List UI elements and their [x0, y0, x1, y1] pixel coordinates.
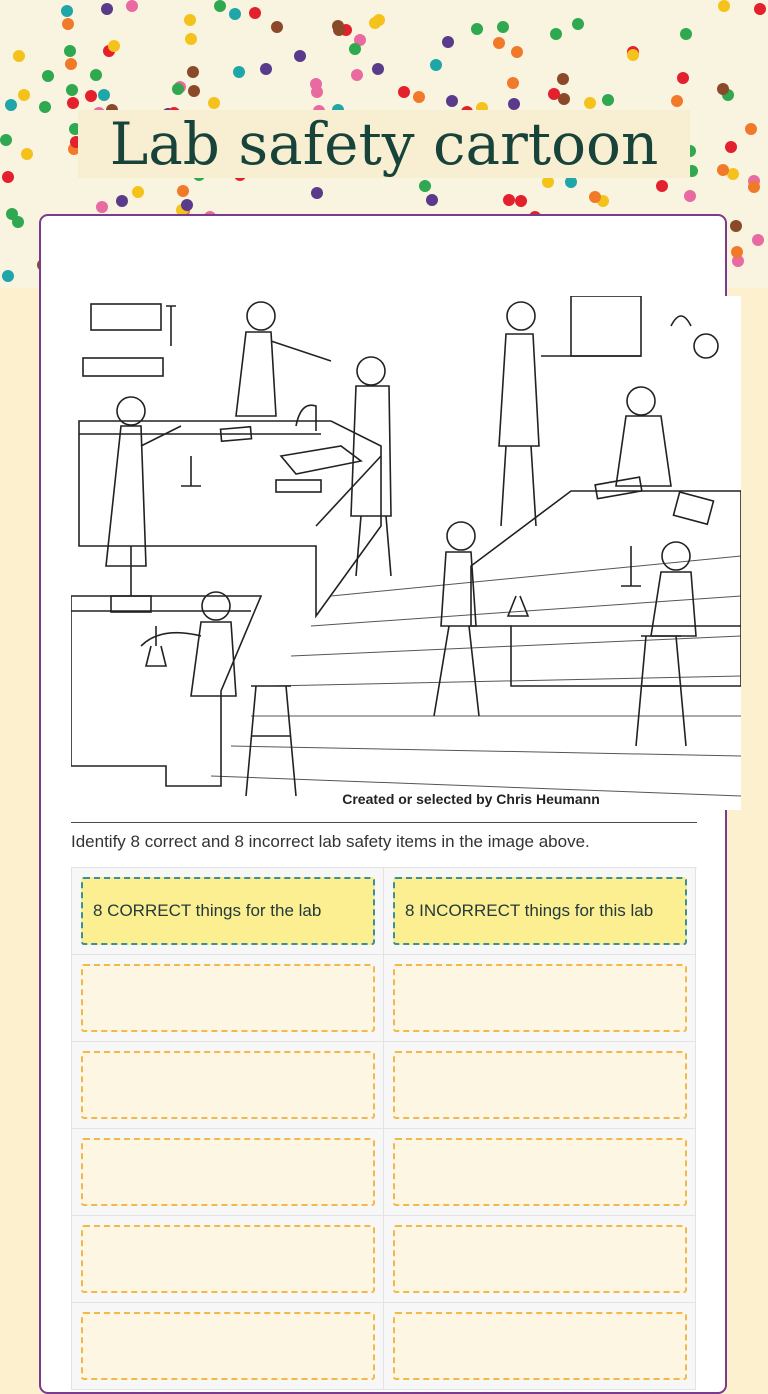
correct-answer-input-4[interactable] — [81, 1225, 375, 1293]
correct-answer-input-3[interactable] — [81, 1138, 375, 1206]
table-cell — [384, 1216, 696, 1303]
confetti-dot — [65, 58, 77, 70]
confetti-dot — [96, 201, 108, 213]
confetti-dot — [497, 21, 509, 33]
confetti-dot — [21, 148, 33, 160]
lab-cartoon-image — [71, 296, 741, 810]
table-row — [72, 1129, 697, 1216]
incorrect-answer-input-3[interactable] — [393, 1138, 687, 1206]
confetti-dot — [18, 89, 30, 101]
confetti-dot — [557, 73, 569, 85]
confetti-dot — [62, 18, 74, 30]
confetti-dot — [548, 88, 560, 100]
confetti-dot — [730, 220, 742, 232]
table-cell — [384, 868, 696, 955]
confetti-dot — [754, 3, 766, 15]
confetti-dot — [515, 195, 527, 207]
confetti-dot — [507, 77, 519, 89]
incorrect-answer-input-5[interactable] — [393, 1312, 687, 1380]
page-title: Lab safety cartoon — [109, 110, 659, 178]
confetti-dot — [419, 180, 431, 192]
table-cell — [72, 1129, 384, 1216]
confetti-dot — [745, 123, 757, 135]
confetti-dot — [5, 99, 17, 111]
confetti-dot — [503, 194, 515, 206]
confetti-dot — [185, 33, 197, 45]
confetti-dot — [602, 94, 614, 106]
table-cell — [384, 1303, 696, 1390]
confetti-dot — [752, 234, 764, 246]
confetti-dot — [12, 216, 24, 228]
confetti-dot — [717, 164, 729, 176]
table-cell — [72, 1042, 384, 1129]
confetti-dot — [187, 66, 199, 78]
confetti-dot — [550, 28, 562, 40]
confetti-dot — [589, 191, 601, 203]
correct-column-header: 8 CORRECT things for the lab — [81, 877, 375, 945]
incorrect-column-header: 8 INCORRECT things for this lab — [393, 877, 687, 945]
confetti-dot — [184, 14, 196, 26]
confetti-dot — [85, 90, 97, 102]
confetti-dot — [64, 45, 76, 57]
confetti-dot — [101, 3, 113, 15]
confetti-dot — [671, 95, 683, 107]
confetti-dot — [39, 101, 51, 113]
confetti-dot — [90, 69, 102, 81]
confetti-dot — [369, 17, 381, 29]
confetti-dot — [42, 70, 54, 82]
confetti-dot — [61, 5, 73, 17]
confetti-dot — [311, 86, 323, 98]
confetti-dot — [271, 21, 283, 33]
confetti-dot — [294, 50, 306, 62]
confetti-dot — [349, 43, 361, 55]
confetti-dot — [748, 181, 760, 193]
answer-table — [71, 867, 697, 1390]
table-cell — [72, 1303, 384, 1390]
confetti-dot — [446, 95, 458, 107]
table-row — [72, 1216, 697, 1303]
confetti-dot — [13, 50, 25, 62]
confetti-dot — [132, 186, 144, 198]
confetti-dot — [717, 83, 729, 95]
correct-answer-input-2[interactable] — [81, 1051, 375, 1119]
confetti-dot — [430, 59, 442, 71]
incorrect-answer-input-1[interactable] — [393, 964, 687, 1032]
confetti-dot — [181, 199, 193, 211]
confetti-dot — [126, 0, 138, 12]
table-cell — [72, 1216, 384, 1303]
confetti-dot — [0, 134, 12, 146]
confetti-dot — [731, 246, 743, 258]
table-row — [72, 955, 697, 1042]
confetti-dot — [208, 97, 220, 109]
confetti-dot — [725, 141, 737, 153]
correct-answer-input-5[interactable] — [81, 1312, 375, 1380]
confetti-dot — [229, 8, 241, 20]
table-header-row — [72, 868, 697, 955]
image-caption: Created or selected by Chris Heumann — [342, 791, 600, 807]
confetti-dot — [260, 63, 272, 75]
confetti-dot — [249, 7, 261, 19]
table-cell — [72, 955, 384, 1042]
incorrect-answer-input-2[interactable] — [393, 1051, 687, 1119]
divider — [71, 822, 697, 823]
confetti-dot — [214, 0, 226, 12]
confetti-dot — [98, 89, 110, 101]
confetti-dot — [493, 37, 505, 49]
correct-answer-input-1[interactable] — [81, 964, 375, 1032]
confetti-dot — [177, 185, 189, 197]
confetti-dot — [372, 63, 384, 75]
lab-scene-drawing — [71, 296, 741, 796]
confetti-dot — [627, 49, 639, 61]
confetti-dot — [718, 0, 730, 12]
confetti-dot — [332, 20, 344, 32]
confetti-dot — [508, 98, 520, 110]
table-cell — [384, 955, 696, 1042]
confetti-dot — [108, 40, 120, 52]
confetti-dot — [233, 66, 245, 78]
table-cell — [384, 1042, 696, 1129]
confetti-dot — [188, 85, 200, 97]
incorrect-answer-input-4[interactable] — [393, 1225, 687, 1293]
confetti-dot — [2, 171, 14, 183]
confetti-dot — [680, 28, 692, 40]
confetti-dot — [442, 36, 454, 48]
table-row — [72, 1303, 697, 1390]
confetti-dot — [426, 194, 438, 206]
confetti-dot — [311, 187, 323, 199]
table-cell — [384, 1129, 696, 1216]
instructions-text: Identify 8 correct and 8 incorrect lab safety items in the image above. — [71, 832, 590, 851]
confetti-dot — [67, 97, 79, 109]
confetti-dot — [172, 83, 184, 95]
confetti-dot — [677, 72, 689, 84]
confetti-dot — [511, 46, 523, 58]
confetti-dot — [2, 270, 14, 282]
table-cell — [72, 868, 384, 955]
confetti-dot — [413, 91, 425, 103]
confetti-dot — [351, 69, 363, 81]
confetti-dot — [66, 84, 78, 96]
table-row — [72, 1042, 697, 1129]
confetti-dot — [572, 18, 584, 30]
confetti-dot — [656, 180, 668, 192]
confetti-dot — [471, 23, 483, 35]
title-box — [78, 110, 690, 178]
confetti-dot — [684, 190, 696, 202]
confetti-dot — [398, 86, 410, 98]
confetti-dot — [584, 97, 596, 109]
confetti-dot — [116, 195, 128, 207]
